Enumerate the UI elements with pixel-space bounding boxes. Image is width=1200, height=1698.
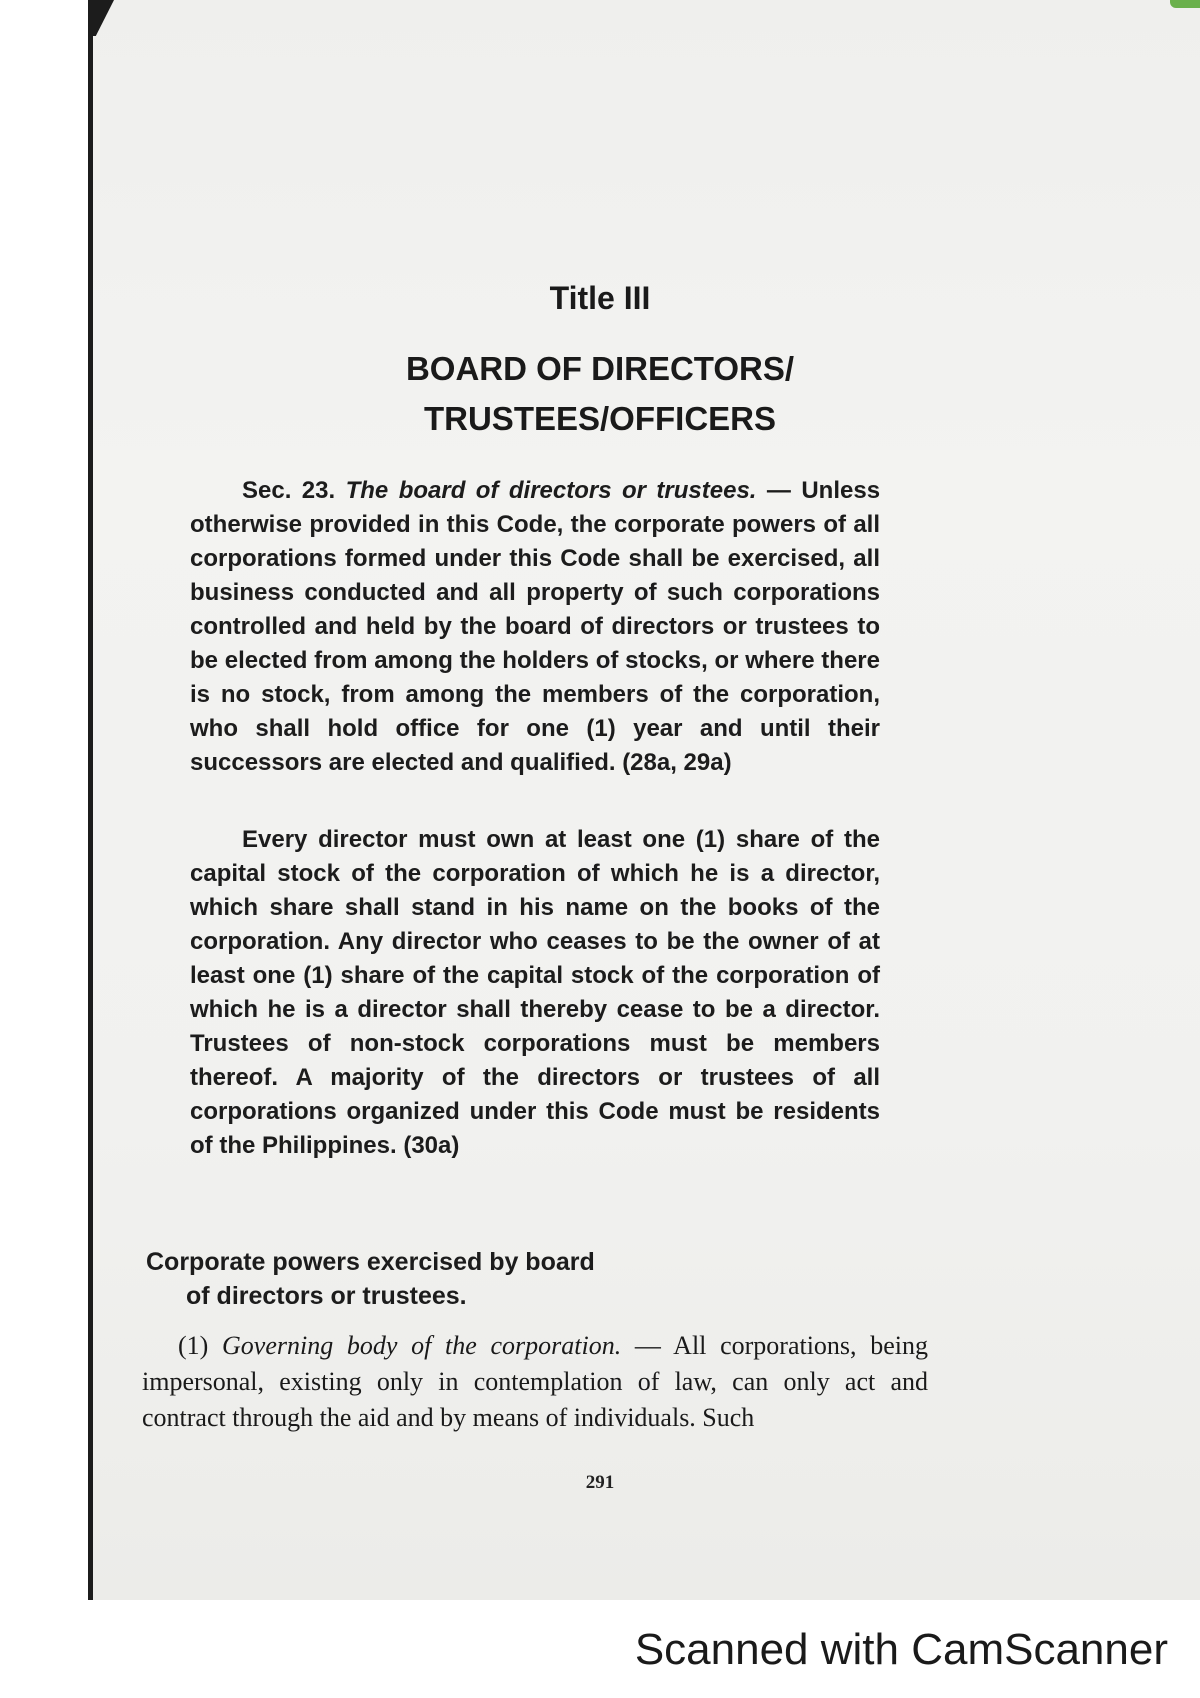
page-title: Title III xyxy=(549,280,651,316)
page-number: 291 xyxy=(585,1472,615,1493)
page-subtitle xyxy=(0,344,1200,444)
section-heading: The board of directors or trustees. xyxy=(345,477,757,504)
item-text: All corporations, being impersonal, existing only in contemplation of law, can only act and contract through the aid and by means of individuals. Such xyxy=(142,1331,928,1432)
scan-corner-mark xyxy=(1170,0,1200,8)
commentary-paragraph xyxy=(142,1328,928,1436)
item-number: (1) xyxy=(178,1331,209,1360)
section-text-1: Unless otherwise provided in this Code, the corporate powers of all corporations formed under this Code shall be exercised, all business conducted and all property of such corporations controlled and held by the board of directors or trustees to be elected from among the holders of stocks, or where there is no stock, from among the members of the corporation, who shall hold office for one (1) year and until their successors are elected and qualified. (28a, 29a) xyxy=(190,477,881,776)
subtitle-line-1: BOARD OF DIRECTORS/ xyxy=(405,350,795,387)
item-title: Governing body of the corporation. xyxy=(222,1331,622,1360)
commentary-heading-line-1: Corporate powers exercised by board xyxy=(146,1248,595,1276)
camscanner-watermark: Scanned with CamScanner xyxy=(634,1625,1168,1674)
commentary-heading xyxy=(146,1245,846,1313)
section-23-paragraph-1 xyxy=(190,474,880,780)
section-label: Sec. 23. xyxy=(242,477,336,504)
section-23-paragraph-2: Every director must own at least one (1) share of the capital stock of the corporation of which he is a director, which share shall stand in his name on the books of the corporation. Any director who ceases to be the owner of at least one (1) share of the capital stock of the corporation of which he is a director shall thereby cease to be a director. Trustees of non-stock corporations must be members thereof. A majority of the directors or trustees of all corporations organized under this Code must be residents of the Philippines. (30a) xyxy=(190,826,880,1159)
book-binding-edge xyxy=(88,0,93,1600)
item-dash: — xyxy=(621,1331,674,1360)
commentary-heading-line-2: of directors or trustees. xyxy=(186,1282,467,1310)
section-dash: — xyxy=(756,477,791,504)
subtitle-line-2: TRUSTEES/OFFICERS xyxy=(423,400,777,437)
